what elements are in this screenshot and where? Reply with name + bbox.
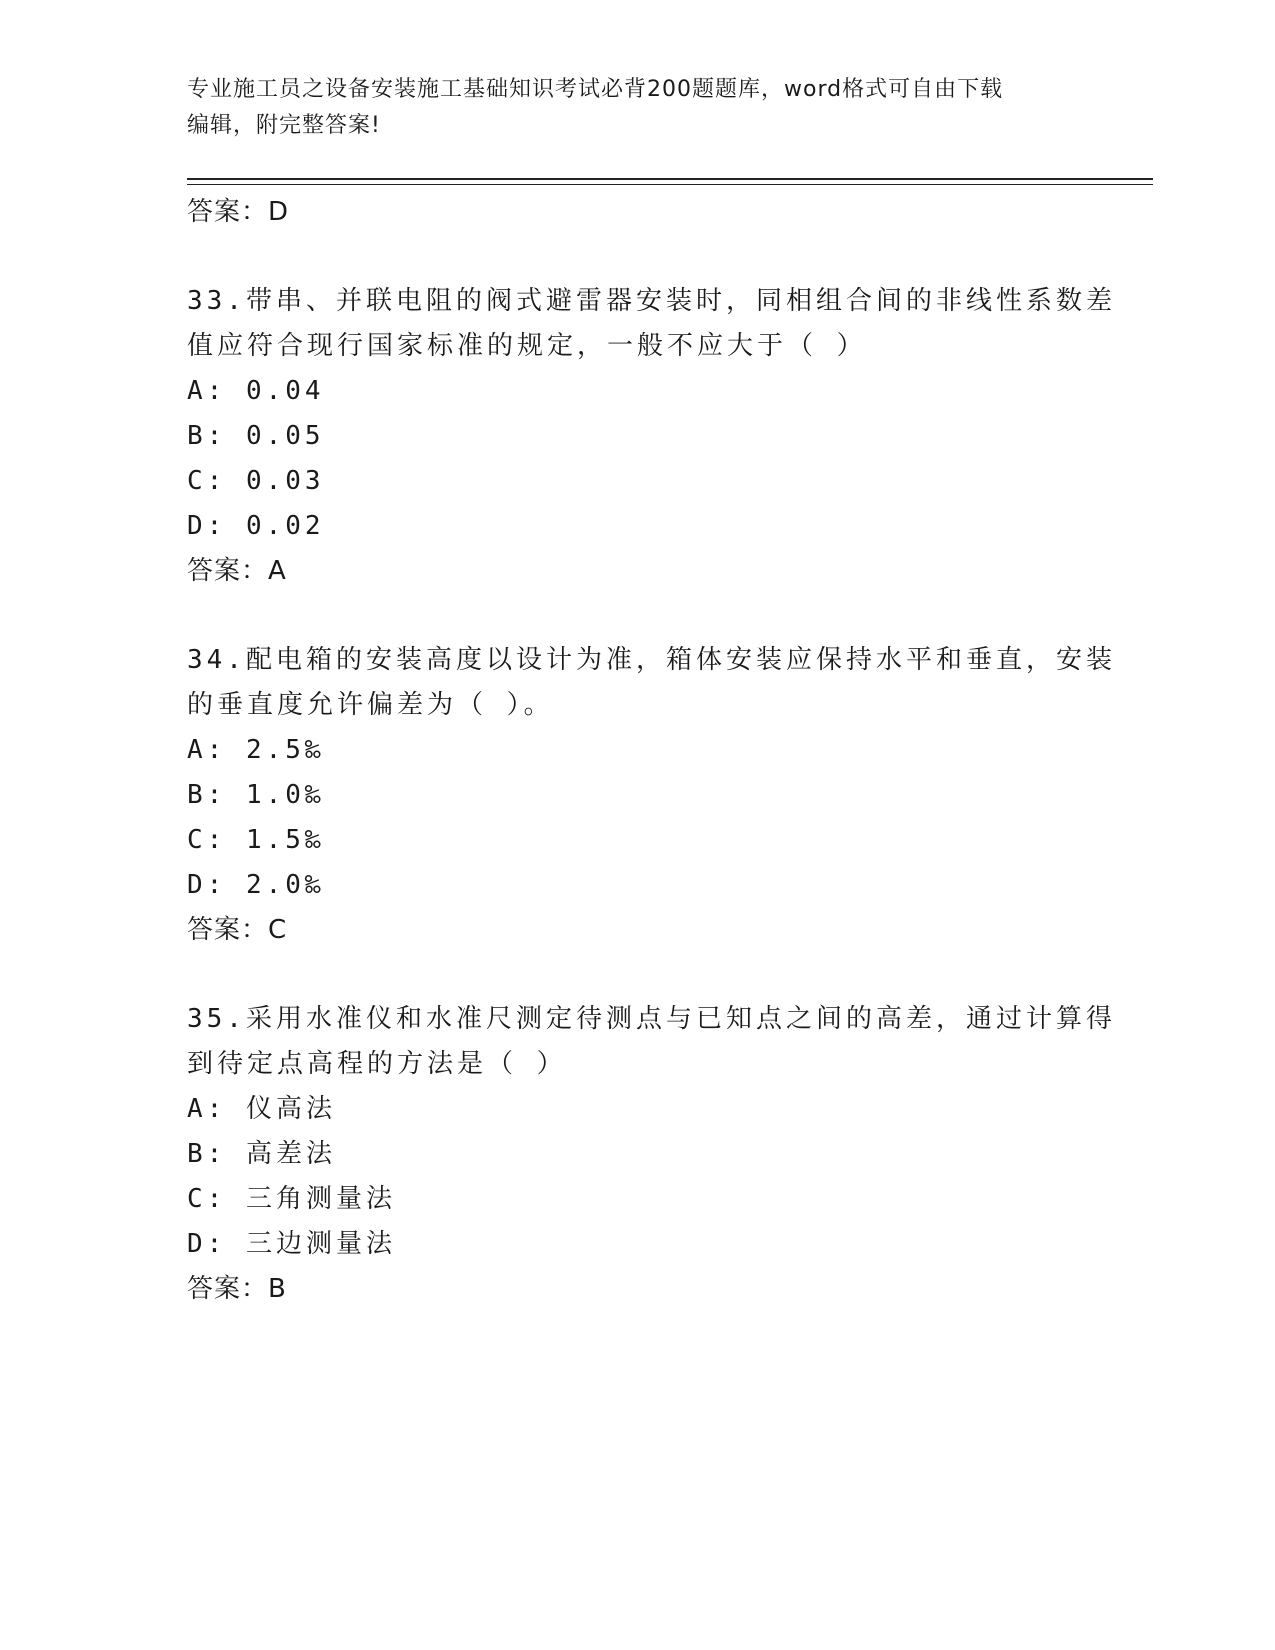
question-stem-line-2: 的垂直度允许偏差为（ ）。 (187, 690, 554, 720)
question-answer: 答案：B (187, 1274, 287, 1304)
header-title-line-2: 编辑，附完整答案! (187, 113, 381, 138)
option-b: B: 1.0‰ (187, 780, 325, 810)
question-stem-line-2: 值应符合现行国家标准的规定，一般不应大于（ ） (187, 331, 867, 361)
question-stem-line-1: 34.配电箱的安装高度以设计为准，箱体安装应保持水平和垂直，安装 (187, 645, 1116, 675)
document-header (187, 72, 1077, 144)
option-a: A: 2.5‰ (187, 735, 325, 765)
question-answer: 答案：C (187, 915, 288, 945)
option-a: A: 仪高法 (187, 1094, 336, 1124)
option-b: B: 高差法 (187, 1139, 336, 1169)
option-c: C: 1.5‰ (187, 825, 325, 855)
header-divider-bottom (187, 184, 1153, 185)
question-35 (187, 997, 1116, 1312)
option-c: C: 0.03 (187, 466, 325, 496)
option-d: D: 2.0‰ (187, 870, 325, 900)
spacer (187, 953, 1087, 997)
previous-answer: 答案：D (187, 197, 290, 227)
spacer (187, 235, 1087, 279)
option-d: D: 0.02 (187, 511, 325, 541)
question-34 (187, 638, 1116, 953)
question-stem-line-1: 33.带串、并联电阻的阀式避雷器安装时，同相组合间的非线性系数差 (187, 286, 1116, 316)
header-divider-top (187, 178, 1153, 180)
option-d: D: 三边测量法 (187, 1229, 396, 1259)
header-title-line-1: 专业施工员之设备安装施工基础知识考试必背200题题库，word格式可自由下载 (187, 77, 1004, 102)
option-c: C: 三角测量法 (187, 1184, 396, 1214)
option-b: B: 0.05 (187, 421, 325, 451)
option-a: A: 0.04 (187, 376, 325, 406)
question-stem-line-1: 35.采用水准仪和水准尺测定待测点与已知点之间的高差，通过计算得 (187, 1004, 1116, 1034)
document-body (187, 190, 1116, 1312)
question-answer: 答案：A (187, 556, 287, 586)
question-stem-line-2: 到待定点高程的方法是（ ） (187, 1049, 567, 1079)
question-33 (187, 279, 1116, 594)
spacer (187, 594, 1087, 638)
